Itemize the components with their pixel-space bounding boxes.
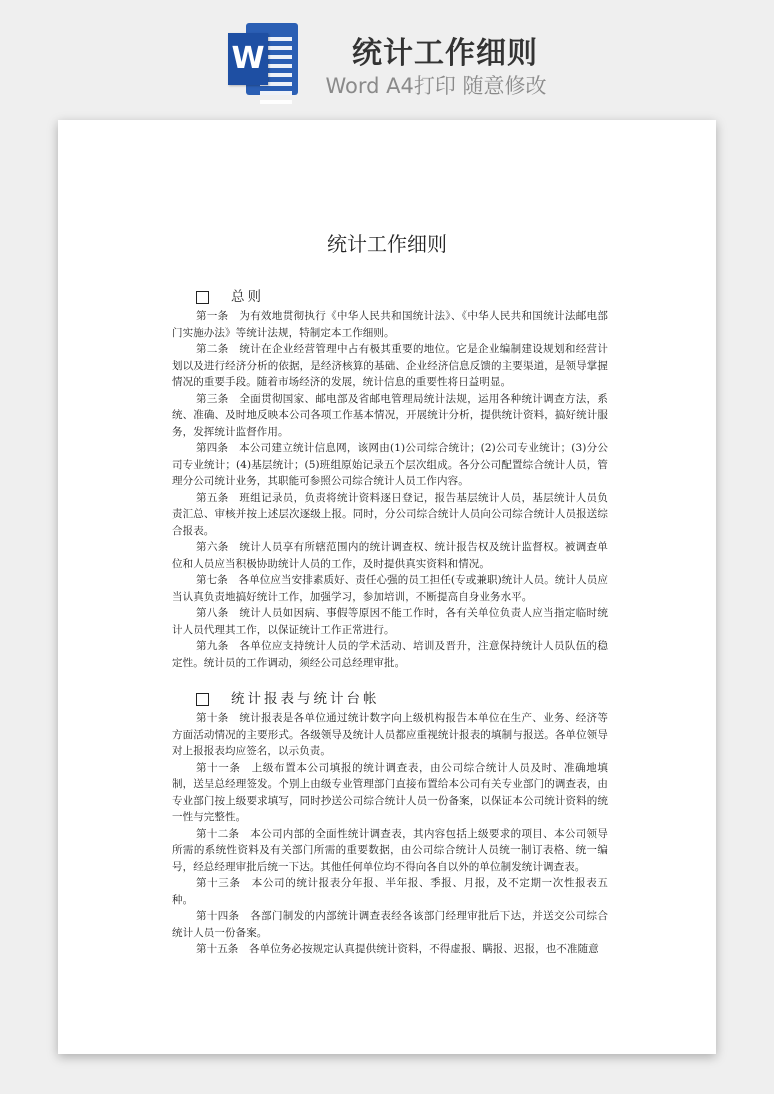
document-body xyxy=(172,286,608,958)
paragraph: 第十二条 本公司内部的全面性统计调查表，其内容包括上级要求的项目、本公司领导所需的系统性资料及有关部门所需的重要数据，由公司综合统计人员统一制订表格、统一编号，经总经理审批后统一下达。其他任何单位均不得向各自以外的单位制发统计调查表。 xyxy=(172,827,608,873)
paragraph: 第十四条 各部门制发的内部统计调查表经各该部门经理审批后下达，并送交公司综合统计人员一份备案。 xyxy=(172,910,608,939)
checkbox-square-icon xyxy=(196,693,209,706)
header-subtitle: Word A4打印 随意修改 xyxy=(325,74,547,98)
section-heading-text: 总则 xyxy=(231,288,264,305)
paragraph: 第十条 统计报表是各单位通过统计数字向上级机构报告本单位在生产、业务、经济等方面活动情况的主要形式。各级领导及统计人员都应重视统计报表的填制与报送。各单位领导对上报报表均应签名，以示负责。 xyxy=(172,712,608,757)
word-icon xyxy=(228,23,298,95)
paragraph: 第十三条 本公司的统计报表分年报、半年报、季报、月报，及不定期一次性报表五种。 xyxy=(172,877,608,906)
paragraph: 第六条 统计人员享有所辖范围内的统计调查权、统计报告权及统计监督权。被调查单位和人员应当积极协助统计人员的工作，及时提供真实资料和情况。 xyxy=(172,541,608,570)
checkbox-square-icon xyxy=(196,291,209,304)
header xyxy=(0,0,774,110)
word-icon-letter: W xyxy=(228,33,268,85)
section-heading-text: 统计报表与统计台帐 xyxy=(231,690,380,707)
paragraph: 第八条 统计人员如因病、事假等原因不能工作时，各有关单位负责人应当指定临时统计人员代理其工作，以保证统计工作正常进行。 xyxy=(172,607,608,636)
paragraph: 第五条 班组记录员，负责将统计资料逐日登记，报告基层统计人员，基层统计人员负责汇总、审核并按上述层次逐级上报。同时，分公司综合统计人员向公司综合统计人员报送综合报表。 xyxy=(172,491,608,537)
section-heading xyxy=(196,688,608,710)
document-title: 统计工作细则 xyxy=(327,232,447,256)
section-heading xyxy=(196,286,608,308)
paragraph: 第十五条 各单位务必按规定认真提供统计资料，不得虚报、瞒报、迟报，也不准随意 xyxy=(196,943,599,955)
document-page xyxy=(58,120,716,1054)
paragraph: 第二条 统计在企业经营管理中占有极其重要的地位。它是企业编制建设规划和经营计划以及进行经济分析的依据，是经济核算的基础、企业经济信息反馈的主要渠道，是领导掌握情况的重要手段。随着市场经济的发展，统计信息的重要性将日益明显。 xyxy=(172,343,608,388)
paragraph: 第三条 全面贯彻国家、邮电部及省邮电管理局统计法规，运用各种统计调查方法，系统、准确、及时地反映本公司各项工作基本情况，开展统计分析，提供统计资料，搞好统计服务，发挥统计监督作用。 xyxy=(172,392,608,438)
paragraph: 第十一条 上级布置本公司填报的统计调查表，由公司综合统计人员及时、准确地填制，送呈总经理签发。个别上由级专业管理部门直接布置给本公司有关专业部门的调查表，由专业部门按上级要求填写，同时抄送公司综合统计人员一份备案，以保证本公司统计资料的统一性与完整性。 xyxy=(172,761,608,823)
paragraph: 第四条 本公司建立统计信息网，该网由(1)公司综合统计；(2)公司专业统计；(3)分公司专业统计；(4)基层统计；(5)班组原始记录五个层次组成。各分公司配置综合统计人员，管理分公司统计业务，其职能可参照公司综合统计人员工作内容。 xyxy=(172,442,608,487)
header-title: 统计工作细则 xyxy=(352,36,538,71)
paragraph: 第一条 为有效地贯彻执行《中华人民共和国统计法》、《中华人民共和国统计法邮电部门实施办法》等统计法规，特制定本工作细则。 xyxy=(172,310,608,339)
paragraph: 第九条 各单位应支持统计人员的学术活动、培训及晋升，注意保持统计人员队伍的稳定性。统计员的工作调动，须经公司总经理审批。 xyxy=(172,640,608,669)
paragraph: 第七条 各单位应当安排素质好、责任心强的员工担任(专或兼职)统计人员。统计人员应当认真负责地搞好统计工作，加强学习，参加培训，不断提高自身业务水平。 xyxy=(172,574,608,603)
